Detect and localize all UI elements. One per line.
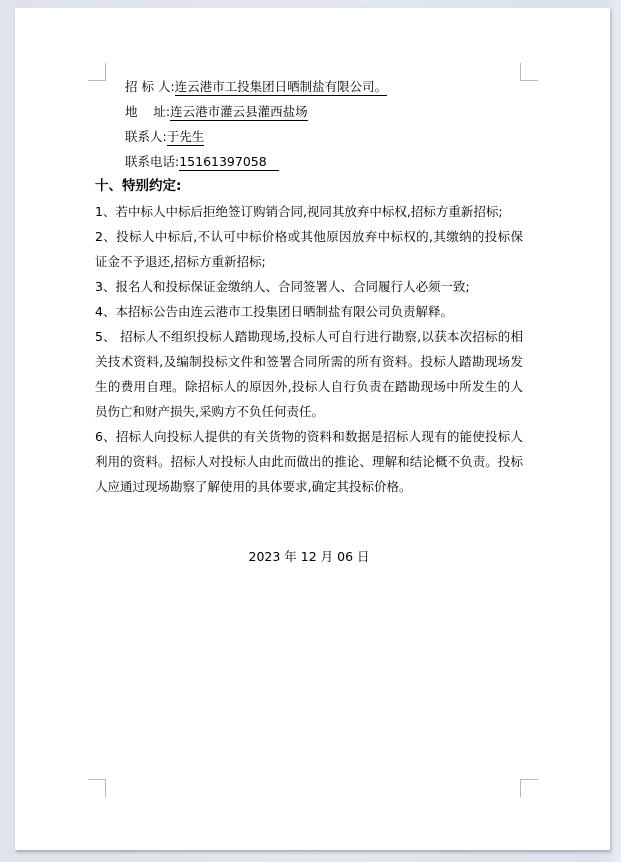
document-page[interactable] — [15, 8, 610, 850]
contact-value-bidder: 连云港市工投集团日晒制盐有限公司。 — [174, 79, 388, 94]
contact-line-person — [125, 124, 523, 149]
contact-label-person: 联系人: — [125, 129, 167, 144]
clause-6: 6、招标人向投标人提供的有关货物的资料和数据是招标人现有的能使投标人利用的资料。招标人对投标人由此而做出的推论、理解和结论概不负责。投标人应通过现场勘察了解使用的具体要求,确定其投标价格。 — [95, 429, 523, 494]
contact-line-bidder — [125, 74, 523, 99]
contact-label-phone: 联系电话: — [125, 154, 180, 169]
contact-value-person: 于先生 — [166, 129, 205, 144]
crop-mark-bottom-left — [88, 779, 106, 797]
clause-4: 4、本招标公告由连云港市工投集团日晒制盐有限公司负责解释。 — [95, 304, 453, 319]
clause-3: 3、报名人和投标保证金缴纳人、合同签署人、合同履行人必须一致; — [95, 279, 470, 294]
contact-block — [95, 74, 523, 174]
contact-label-address: 地 址: — [125, 104, 171, 119]
contact-line-phone — [125, 149, 523, 174]
document-date: 2023 年 12 月 06 日 — [248, 549, 370, 564]
document-content — [95, 74, 523, 569]
crop-mark-bottom-right — [520, 779, 538, 797]
section-heading: 十、特别约定: — [95, 178, 182, 194]
clause-2: 2、投标人中标后,不认可中标价格或其他原因放弃中标权的,其缴纳的投标保证金不予退还,招标方重新招标; — [95, 229, 523, 269]
contact-value-phone: 15161397058 — [179, 154, 279, 169]
contact-value-address: 连云港市灌云县灌西盐场 — [170, 104, 308, 119]
contact-line-address — [125, 99, 523, 124]
contact-label-bidder: 招 标 人: — [125, 79, 175, 94]
clause-1: 1、若中标人中标后拒绝签订购销合同,视同其放弃中标权,招标方重新招标; — [95, 204, 503, 219]
clause-5: 5、 招标人不组织投标人踏勘现场,投标人可自行进行勘察,以获本次招标的相关技术资料,及编制投标文件和签署合同所需的所有资料。投标人踏勘现场发生的费用自理。除招标人的原因外,投标人自行负责在踏勘现场中所发生的人员伤亡和财产损失,采购方不负任何责任。 — [95, 329, 523, 419]
